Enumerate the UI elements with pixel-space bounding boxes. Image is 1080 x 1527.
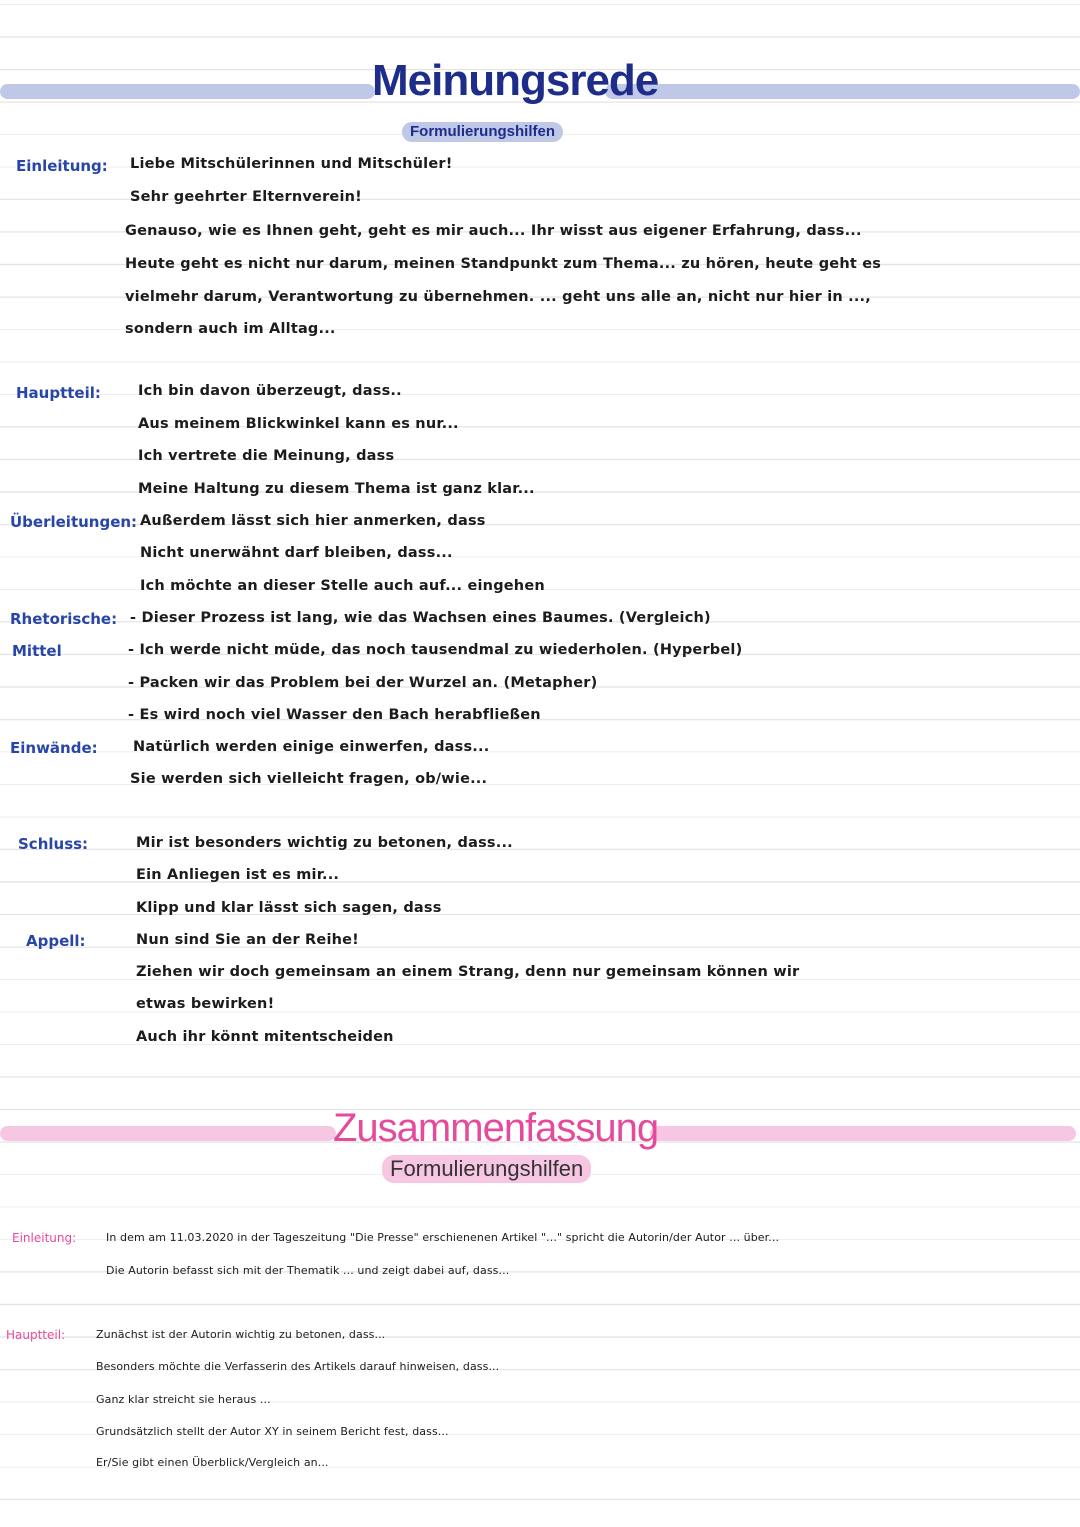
text-line: Meine Haltung zu diesem Thema ist ganz klar... xyxy=(138,481,535,497)
text-line: Klipp und klar lässt sich sagen, dass xyxy=(136,900,442,916)
label-hauptteil-zusammenfassung: Hauptteil: xyxy=(6,1328,66,1342)
text-line: Aus meinem Blickwinkel kann es nur... xyxy=(138,416,459,432)
text-line: Genauso, wie es Ihnen geht, geht es mir auch... Ihr wisst aus eigener Erfahrung, dass... xyxy=(125,223,862,239)
text-line: - Ich werde nicht müde, das noch tausendmal zu wiederholen. (Hyperbel) xyxy=(128,642,743,658)
text-line: Ziehen wir doch gemeinsam an einem Strang, denn nur gemeinsam können wir xyxy=(136,964,800,980)
label-einleitung: Einleitung: xyxy=(16,157,108,175)
title-underline-bar-right xyxy=(650,1126,1076,1141)
label-rhetorische: Rhetorische: xyxy=(10,610,118,628)
title-underline-bar-left xyxy=(0,84,375,99)
text-line: vielmehr darum, Verantwortung zu übernehmen. ... geht uns alle an, nicht nur hier in ..., xyxy=(125,289,871,305)
text-line: Sie werden sich vielleicht fragen, ob/wie... xyxy=(130,771,488,787)
text-line: Heute geht es nicht nur darum, meinen Standpunkt zum Thema... zu hören, heute geht es xyxy=(125,256,882,272)
text-line: Besonders möchte die Verfasserin des Artikels darauf hinweisen, dass... xyxy=(96,1360,500,1373)
text-line: Grundsätzlich stellt der Autor XY in seinem Bericht fest, dass... xyxy=(96,1425,449,1438)
label-appell: Appell: xyxy=(26,932,86,950)
text-line: Sehr geehrter Elternverein! xyxy=(130,189,362,205)
text-line: Ich bin davon überzeugt, dass.. xyxy=(138,383,402,399)
text-line: Mir ist besonders wichtig zu betonen, dass... xyxy=(136,835,513,851)
text-line: Natürlich werden einige einwerfen, dass... xyxy=(133,739,490,755)
text-line: Ich vertrete die Meinung, dass xyxy=(138,448,395,464)
text-line: Ganz klar streicht sie heraus ... xyxy=(96,1393,271,1406)
section-subtitle-zusammenfassung: Formulierungshilfen xyxy=(382,1155,591,1183)
text-line: Auch ihr könnt mitentscheiden xyxy=(136,1029,394,1045)
text-line: Zunächst ist der Autorin wichtig zu betonen, dass... xyxy=(96,1328,386,1341)
title-underline-bar-left xyxy=(0,1126,336,1141)
label-hauptteil: Hauptteil: xyxy=(16,384,101,402)
text-line: Liebe Mitschülerinnen und Mitschüler! xyxy=(130,156,453,172)
label-schluss: Schluss: xyxy=(18,835,89,853)
text-line: etwas bewirken! xyxy=(136,996,275,1012)
text-line: - Dieser Prozess ist lang, wie das Wachsen eines Baumes. (Vergleich) xyxy=(130,610,711,626)
label-ueberleitungen: Überleitungen: xyxy=(10,513,138,531)
label-mittel: Mittel xyxy=(12,642,62,660)
text-line: - Packen wir das Problem bei der Wurzel an. (Metapher) xyxy=(128,675,598,691)
text-line: Nicht unerwähnt darf bleiben, dass... xyxy=(140,545,453,561)
text-line: Ein Anliegen ist es mir... xyxy=(136,867,340,883)
text-line: Außerdem lässt sich hier anmerken, dass xyxy=(140,513,486,529)
text-line: Nun sind Sie an der Reihe! xyxy=(136,932,359,948)
text-line: sondern auch im Alltag... xyxy=(125,321,336,337)
section-title-meinungsrede: Meinungsrede xyxy=(372,56,659,105)
section-subtitle-meinungsrede: Formulierungshilfen xyxy=(402,122,563,142)
section-title-zusammenfassung: Zusammenfassung xyxy=(333,1106,659,1150)
label-einleitung-zusammenfassung: Einleitung: xyxy=(12,1231,77,1245)
text-line: - Es wird noch viel Wasser den Bach herabfließen xyxy=(128,707,541,723)
text-line: Er/Sie gibt einen Überblick/Vergleich an... xyxy=(96,1456,329,1469)
text-line: Ich möchte an dieser Stelle auch auf... eingehen xyxy=(140,578,545,594)
title-underline-bar-right xyxy=(605,84,1080,99)
text-line: Die Autorin befasst sich mit der Thematik ... und zeigt dabei auf, dass... xyxy=(106,1264,510,1277)
label-einwaende: Einwände: xyxy=(10,739,98,757)
text-line: In dem am 11.03.2020 in der Tageszeitung "Die Presse" erschienenen Artikel "..." spricht die Autorin/der Autor ... über... xyxy=(106,1231,780,1244)
